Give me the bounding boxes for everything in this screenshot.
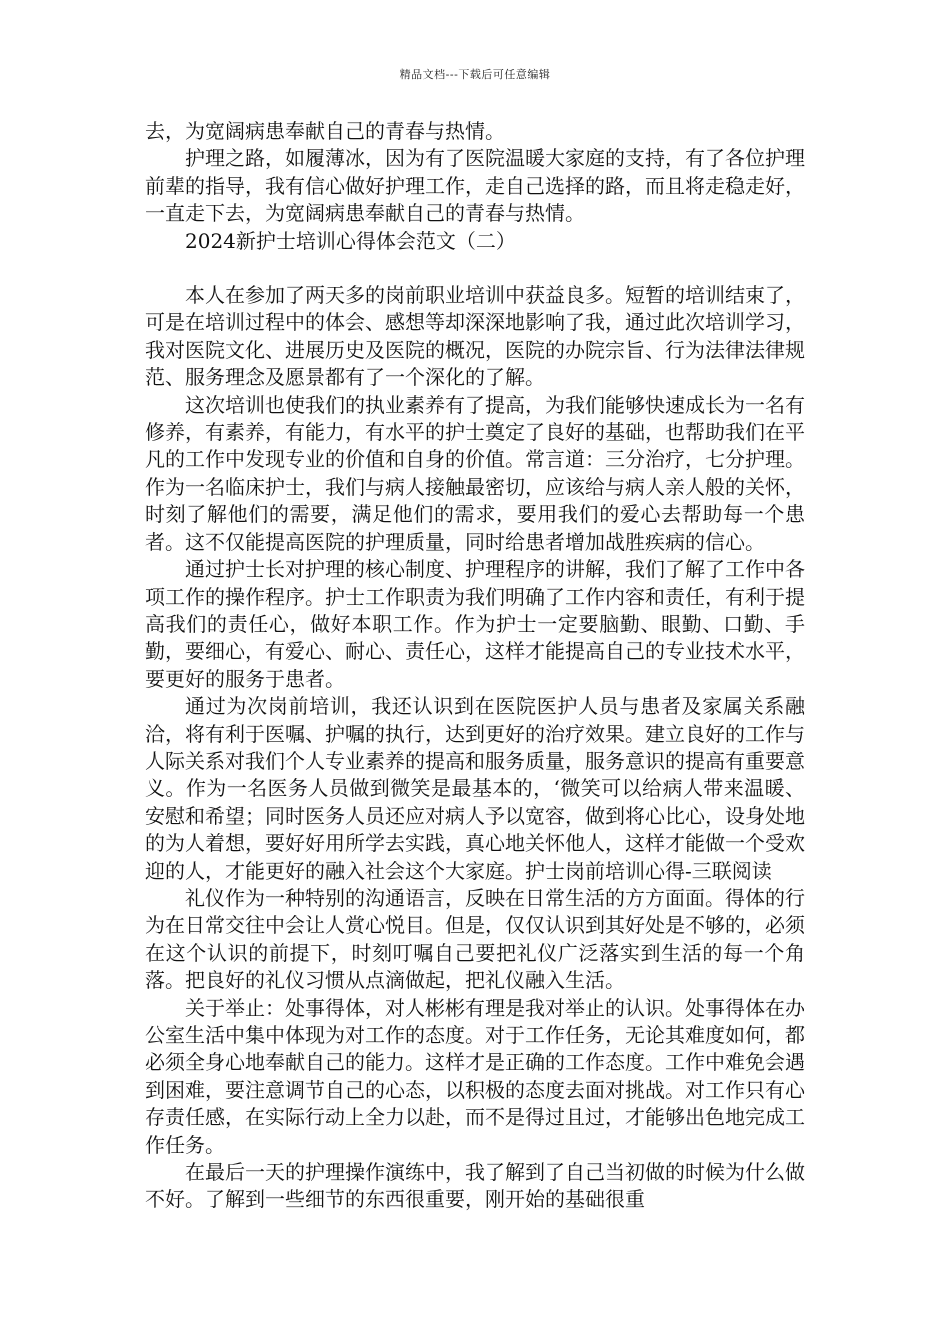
paragraph: 本人在参加了两天多的岗前职业培训中获益良多。短暂的培训结束了，可是在培训过程中的体会、感想等却深深地影响了我，通过此次培训学习，我对医院文化、进展历史及医院的概况，医院的办院宗旨、行为法律法律规范、服务理念及愿景都有了一个深化的了解。 <box>145 283 805 390</box>
paragraph: 护理之路，如履薄冰，因为有了医院温暖大家庭的支持，有了各位护理前辈的指导，我有信心做好护理工作，走自己选择的路，而且将走稳走好，一直走下去，为宽阔病患奉献自己的青春与热情。 <box>145 146 805 226</box>
page-header: 精品文档---下载后可任意编辑 <box>399 68 551 81</box>
paragraph: 礼仪作为一种特别的沟通语言，反映在日常生活的方方面面。得体的行为在日常交往中会让人赏心悦目。但是，仅仅认识到其好处是不够的，必须在这个认识的前提下，时刻叮嘱自己要把礼仪广泛落实到生活的每一个角落。把良好的礼仪习惯从点滴做起，把礼仪融入生活。 <box>145 885 805 993</box>
paragraph-continued: 去，为宽阔病患奉献自己的青春与热情。 <box>145 119 505 143</box>
paragraph: 这次培训也使我们的执业素养有了提高，为我们能够快速成长为一名有修养，有素养，有能力，有水平的护士奠定了良好的基础，也帮助我们在平凡的工作中发现专业的价值和自身的价值。常言道：三分治疗，七分护理。作为一名临床护士，我们与病人接触最密切，应该给与病人亲人般的关怀，时刻了解他们的需要，满足他们的需求，要用我们的爱心去帮助每一个患者。这不仅能提高医院的护理质量，同时给患者增加战胜疾病的信心。 <box>145 392 805 554</box>
paragraph: 通过为次岗前培训，我还认识到在医院医护人员与患者及家属关系融洽，将有利于医嘱、护嘱的执行，达到更好的治疗效果。建立良好的工作与人际关系对我们个人专业素养的提高和服务质量，服务意识的提高有重要意义。作为一名医务人员做到微笑是最基本的，‘微笑可以给病人带来温暖、安慰和希望；同时医务人员还应对病人予以宽容，做到将心比心，设身处地的为人着想，要好好用所学去实践，真心地关怀他人，这样才能做一个受欢迎的人，才能更好的融入社会这个大家庭。护士岗前培训心得-三联阅读 <box>145 694 805 883</box>
paragraph: 关于举止：处事得体，对人彬彬有理是我对举止的认识。处事得体在办公室生活中集中体现为对工作的态度。对于工作任务，无论其难度如何，都必须全身心地奉献自己的能力。这样才是正确的工作态度。工作中难免会遇到困难，要注意调节自己的心态，以积极的态度去面对挑战。对工作只有心存责任感，在实际行动上全力以赴，而不是得过且过，才能够出色地完成工作任务。 <box>145 995 805 1157</box>
document-body <box>145 118 805 1214</box>
section-title: 2024新护士培训心得体会范文（二） <box>185 228 516 253</box>
paragraph: 通过护士长对护理的核心制度、护理程序的讲解，我们了解了工作中各项工作的操作程序。护士工作职责为我们明确了工作内容和责任，有利于提高我们的责任心，做好本职工作。作为护士一定要脑勤、眼勤、口勤、手勤，要细心，有爱心、耐心、责任心，这样才能提高自己的专业技术水平，要更好的服务于患者。 <box>145 557 805 691</box>
blank-line <box>145 255 805 282</box>
paragraph: 在最后一天的护理操作演练中，我了解到了自己当初做的时候为什么做不好。了解到一些细节的东西很重要，刚开始的基础很重 <box>145 1160 805 1212</box>
